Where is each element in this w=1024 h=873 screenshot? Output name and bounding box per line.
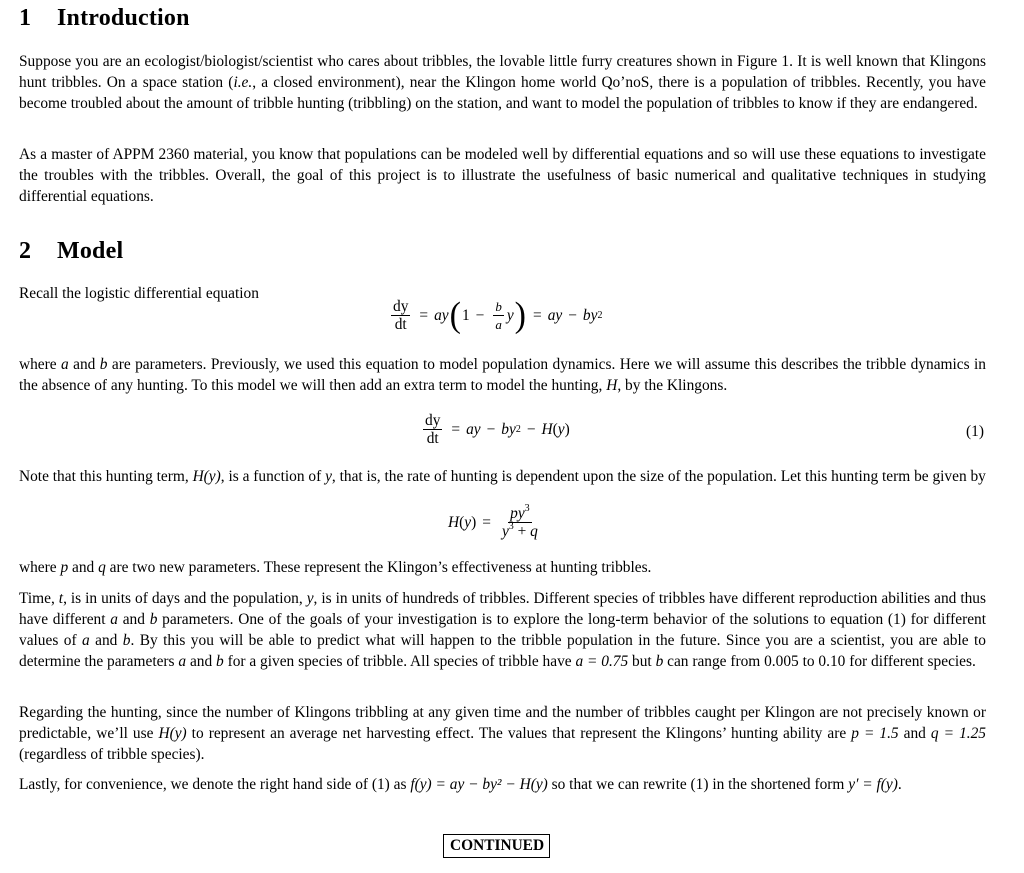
- section-heading-introduction: [19, 5, 190, 32]
- shortened-form-paragraph: Lastly, for convenience, we denote the right hand side of (1) as f(y) = ay − by² − H(y) so that we can rewrite (1) in the shortened form y′ = f(y).: [19, 776, 902, 793]
- pq-paragraph: where p and q are two new parameters. These represent the Klingon’s effectiveness at hunting tribbles.: [19, 559, 652, 576]
- recall-text: Recall the logistic differential equation: [19, 285, 259, 302]
- hunting-term-paragraph: Note that this hunting term, H(y), is a function of y, that is, the rate of hunting is dependent upon the size of the population. Let this hunting term be given by: [19, 468, 986, 485]
- intro-paragraph-1: Suppose you are an ecologist/biologist/scientist who cares about tribbles, the lovable little furry creatures shown in Figure 1. It is well known that Klingons hunt tribbles. On a space station (i.e., a closed environment), near the Klingon home world Qo’noS, there is a population of tribbles. Recently, you have become troubled about the amount of tribble hunting (tribbling) on the station, and want to model the population of tribbles to know if they are endangered.: [19, 53, 986, 112]
- intro-paragraph-2: As a master of APPM 2360 material, you know that populations can be modeled well by differential equations and so will use these equations to investigate the troubles with the tribbles. Overall, the goal of this project is to illustrate the usefulness of basic numerical and qualitative techniques in studying differential equations.: [19, 146, 986, 205]
- hunting-values-paragraph: Regarding the hunting, since the number of Klingons tribbling at any given time and the number of tribbles caught per Klingon are not precisely known or predictable, we’ll use H(y) to represent an average net harvesting effect. The values that represent the Klingons’ hunting ability are p = 1.5 and q = 1.25 (regardless of tribble species).: [19, 704, 986, 763]
- section-heading-model: [19, 238, 123, 265]
- equation-number: (1): [966, 423, 984, 440]
- continued-label: CONTINUED: [443, 834, 550, 858]
- section-title: Introduction: [57, 5, 190, 31]
- logistic-equation: $\frac{dy}{dt}$ = ay ( 1 − $\frac{b}{a}$ y ) = ay − by 2: [393, 295, 603, 335]
- time-population-paragraph: Time, t, is in units of days and the population, y, is in units of hundreds of tribbles. Different species of tribbles have different reproduction abilities and thus have different a and b parameters. One of the goals of your investigation is to explore the long-term behavior of the solutions to equation (1) for different values of a and b. By this you will be able to predict what will happen to the tribble population in the future. Since you are a scientist, you are able to determine the parameters a and b for a given species of tribble. All species of tribble have a = 0.75 but b can range from 0.005 to 0.10 for different species.: [19, 590, 986, 670]
- section-title: Model: [57, 238, 124, 264]
- section-number: 1: [19, 5, 32, 31]
- hunting-model-equation: $\frac{dy}{dt}$ = ay − by 2 − H ( y ): [425, 412, 570, 447]
- section-number: 2: [19, 238, 32, 264]
- parameters-paragraph: where a and b are parameters. Previously, we used this equation to model population dynamics. Here we will assume this describes the tribble dynamics in the absence of any hunting. To this model we will then add an extra term to model the hunting, H, by the Klingons.: [19, 356, 987, 394]
- hunting-function-equation: H ( y ) = $\frac{py^3}{y^3 + q}$: [448, 503, 538, 540]
